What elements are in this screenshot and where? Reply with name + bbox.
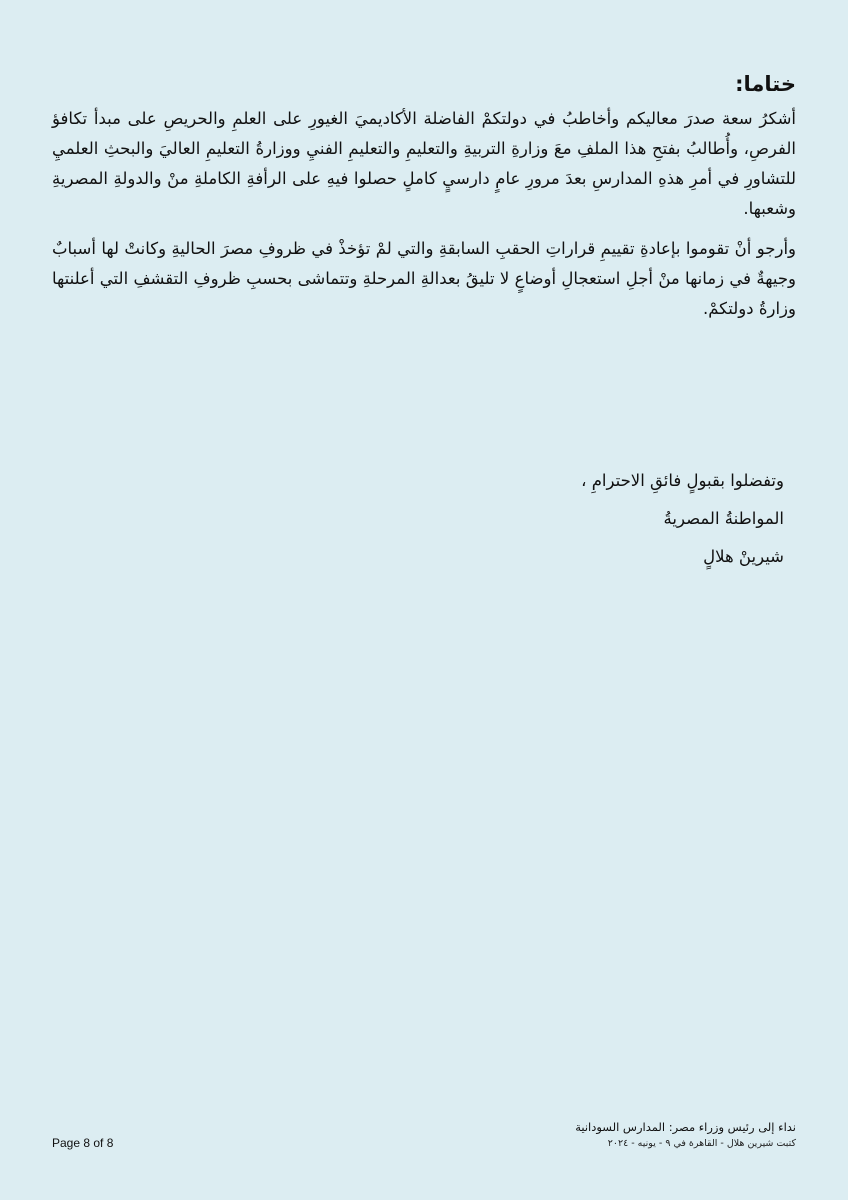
section-heading bbox=[52, 66, 796, 104]
section-heading-text: ختاما: bbox=[735, 72, 796, 96]
footer-info bbox=[575, 1118, 796, 1152]
closing-salutation: وتفضلوا بقبولٍ فائقِ الاحترامِ ، bbox=[581, 471, 784, 490]
page-number: Page 8 of 8 bbox=[52, 1136, 114, 1150]
paragraph-thanks: أشكرُ سعة صدرَ معاليكم وأخاطبُ في دولتكمْ الفاضلة الأكاديميَ الغيورِ على العلمِ والحريصِ على مبدأ تكافؤ الفرصِ، وأُطالبُ بفتحِ هذا الملفِ معَ وزارةِ التربيةِ والتعليمِ والتعليمِ الفنيِ ووزارةُ التعليمِ العاليَ والبحثِ العلميِ للتشاورِ في أمرِ هذهِ المدارسِ بعدَ مرورِ عامٍ دارسيٍ كاملٍ حصلوا فيهِ على الرأفةِ الكاملةِ منْ والدولةِ المصريةِ وشعبها. bbox=[52, 109, 796, 218]
closing-block bbox=[581, 462, 784, 576]
paragraph-request: وأرجو أنْ تقوموا بإعادةِ تقييمِ قراراتِ الحقبِ السابقةِ والتي لمْ تؤخذْ في ظروفِ مصرَ الحاليةِ وكانتْ لها أسبابٌ وجيهةٌ في زمانها منْ أجلِ استعجالِ أوضاعٍ لا تليقُ بعدالةِ المرحلةِ وتتماشى بحسبِ ظروفِ التقشفِ التي أعلنتها وزارةُ دولتكمْ. bbox=[52, 239, 796, 318]
footer-subtitle: كتبت شيرين هلال - القاهرة في ٩ - يونيه - ٢٠٢٤ bbox=[607, 1138, 796, 1149]
signature-name: شيرينْ هلالٍ bbox=[703, 547, 784, 566]
footer-title: نداء إلى رئيس وزراء مصر: المدارس السودانية bbox=[575, 1120, 796, 1134]
document-body bbox=[52, 66, 796, 334]
signature-title: المواطنةُ المصريةُ bbox=[663, 509, 784, 528]
